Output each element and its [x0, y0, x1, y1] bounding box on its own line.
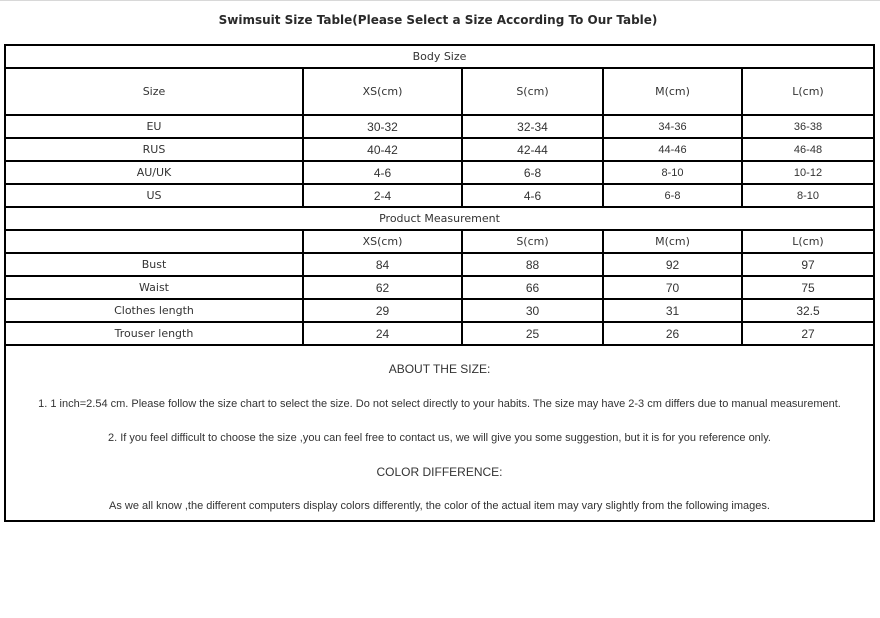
color-difference-heading: COLOR DIFFERENCE: — [376, 464, 503, 479]
column-header: M(cm) — [603, 230, 742, 253]
row-label: Trouser length — [5, 322, 303, 345]
row-label: Clothes length — [5, 299, 303, 322]
product-measurement-heading: Product Measurement — [5, 207, 874, 230]
column-header: L(cm) — [742, 230, 874, 253]
table-cell: 66 — [462, 276, 603, 299]
table-row — [5, 322, 874, 345]
table-cell: 6-8 — [462, 161, 603, 184]
table-cell: 40-42 — [303, 138, 462, 161]
table-cell: 62 — [303, 276, 462, 299]
size-note-1: 1. 1 inch=2.54 cm. Please follow the size chart to select the size. Do not select directly to your habits. The size may have 2-3 cm differs due to manual measurement. — [38, 397, 841, 410]
table-cell: 75 — [742, 276, 874, 299]
column-header — [5, 230, 303, 253]
table-cell: 44-46 — [603, 138, 742, 161]
table-cell: 29 — [303, 299, 462, 322]
table-cell: 8-10 — [742, 184, 874, 207]
column-header: S(cm) — [462, 230, 603, 253]
page-title: Swimsuit Size Table(Please Select a Size According To Our Table) — [218, 13, 658, 27]
color-difference-note: As we all know ,the different computers display colors differently, the color of the actual item may vary slightly from the following images. — [109, 499, 770, 512]
size-table — [4, 44, 875, 522]
table-row — [5, 253, 874, 276]
product-measurement-header-row — [5, 230, 874, 253]
row-label: RUS — [5, 138, 303, 161]
table-cell: 4-6 — [462, 184, 603, 207]
table-cell: 27 — [742, 322, 874, 345]
column-header: Size — [5, 68, 303, 115]
table-cell: 84 — [303, 253, 462, 276]
table-cell: 8-10 — [603, 161, 742, 184]
table-row — [5, 138, 874, 161]
product-measurement-heading-row — [5, 207, 874, 230]
column-header: S(cm) — [462, 68, 603, 115]
table-cell: 92 — [603, 253, 742, 276]
notes-row — [5, 345, 874, 521]
row-label: US — [5, 184, 303, 207]
table-cell: 46-48 — [742, 138, 874, 161]
table-cell: 32.5 — [742, 299, 874, 322]
column-header: XS(cm) — [303, 68, 462, 115]
top-divider — [0, 0, 880, 1]
notes-cell — [5, 345, 874, 521]
table-row — [5, 184, 874, 207]
row-label: Bust — [5, 253, 303, 276]
table-row — [5, 299, 874, 322]
table-cell: 88 — [462, 253, 603, 276]
column-header: L(cm) — [742, 68, 874, 115]
table-cell: 30-32 — [303, 115, 462, 138]
body-size-header-row — [5, 68, 874, 115]
table-cell: 6-8 — [603, 184, 742, 207]
row-label: AU/UK — [5, 161, 303, 184]
table-cell: 26 — [603, 322, 742, 345]
table-cell: 34-36 — [603, 115, 742, 138]
column-header: M(cm) — [603, 68, 742, 115]
table-cell: 25 — [462, 322, 603, 345]
table-cell: 2-4 — [303, 184, 462, 207]
table-cell: 24 — [303, 322, 462, 345]
table-cell: 70 — [603, 276, 742, 299]
table-row — [5, 161, 874, 184]
table-cell: 30 — [462, 299, 603, 322]
about-size-heading: ABOUT THE SIZE: — [388, 361, 491, 376]
table-cell: 10-12 — [742, 161, 874, 184]
row-label: Waist — [5, 276, 303, 299]
table-row — [5, 276, 874, 299]
body-size-heading: Body Size — [5, 45, 874, 68]
table-cell: 42-44 — [462, 138, 603, 161]
table-cell: 97 — [742, 253, 874, 276]
row-label: EU — [5, 115, 303, 138]
table-cell: 31 — [603, 299, 742, 322]
table-cell: 4-6 — [303, 161, 462, 184]
table-row — [5, 115, 874, 138]
table-cell: 36-38 — [742, 115, 874, 138]
table-cell: 32-34 — [462, 115, 603, 138]
column-header: XS(cm) — [303, 230, 462, 253]
body-size-heading-row — [5, 45, 874, 68]
size-note-2: 2. If you feel difficult to choose the size ,you can feel free to contact us, we will give you some suggestion, but it is for you reference only. — [107, 431, 771, 444]
